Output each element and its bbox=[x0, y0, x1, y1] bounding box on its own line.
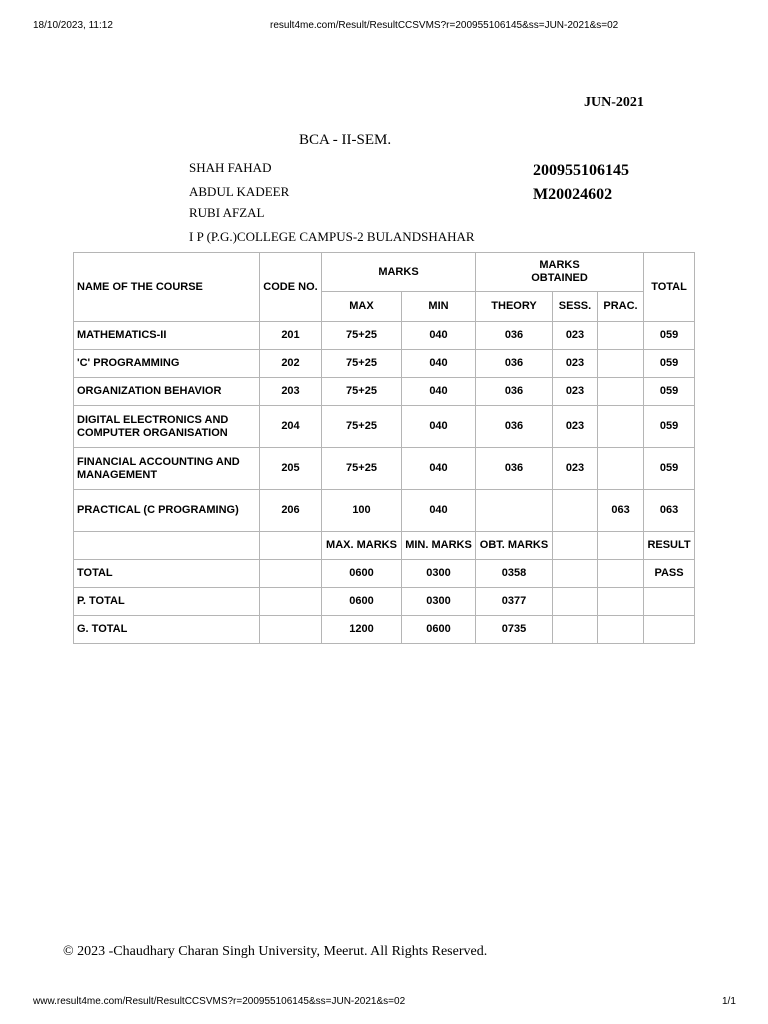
course-code: 202 bbox=[260, 350, 322, 378]
total-marks: 059 bbox=[644, 406, 695, 448]
practical-marks: 063 bbox=[598, 490, 644, 532]
practical-marks bbox=[598, 350, 644, 378]
summary-label: TOTAL bbox=[74, 560, 260, 588]
theory-marks bbox=[476, 490, 553, 532]
summary-max: 0600 bbox=[322, 560, 402, 588]
summary-min: 0300 bbox=[402, 588, 476, 616]
min-marks: 040 bbox=[402, 378, 476, 406]
sessional-marks: 023 bbox=[553, 322, 598, 350]
course-code: 201 bbox=[260, 322, 322, 350]
header-code: CODE NO. bbox=[260, 253, 322, 322]
table-row bbox=[74, 406, 695, 448]
header-marks: MARKS bbox=[322, 253, 476, 292]
enrollment-number: M20024602 bbox=[533, 186, 613, 203]
summary-row bbox=[74, 616, 695, 644]
total-marks: 059 bbox=[644, 448, 695, 490]
summary-row bbox=[74, 588, 695, 616]
course-name: 'C' PROGRAMMING bbox=[74, 350, 260, 378]
summary-min: 0300 bbox=[402, 560, 476, 588]
course-code: 203 bbox=[260, 378, 322, 406]
sessional-marks: 023 bbox=[553, 350, 598, 378]
min-marks: 040 bbox=[402, 448, 476, 490]
summary-header-row bbox=[74, 532, 695, 560]
course-name: MATHEMATICS-II bbox=[74, 322, 260, 350]
table-row bbox=[74, 378, 695, 406]
summary-obt: 0735 bbox=[476, 616, 553, 644]
course-name: FINANCIAL ACCOUNTING AND MANAGEMENT bbox=[74, 448, 260, 490]
total-marks: 059 bbox=[644, 322, 695, 350]
summary-label: G. TOTAL bbox=[74, 616, 260, 644]
course-title: BCA - II-SEM. bbox=[299, 132, 392, 148]
header-max: MAX bbox=[322, 292, 402, 322]
min-marks: 040 bbox=[402, 350, 476, 378]
header-theory: THEORY bbox=[476, 292, 553, 322]
practical-marks bbox=[598, 322, 644, 350]
page-number: 1/1 bbox=[722, 996, 736, 1007]
table-row bbox=[74, 350, 695, 378]
table-row bbox=[74, 490, 695, 532]
header-marks-obtained: MARKS OBTAINED bbox=[476, 253, 644, 292]
summary-max: 1200 bbox=[322, 616, 402, 644]
header-min: MIN bbox=[402, 292, 476, 322]
student-name: SHAH FAHAD bbox=[189, 160, 272, 175]
max-marks: 75+25 bbox=[322, 322, 402, 350]
summary-row bbox=[74, 560, 695, 588]
course-code: 204 bbox=[260, 406, 322, 448]
summary-header-max: MAX. MARKS bbox=[322, 532, 402, 560]
min-marks: 040 bbox=[402, 406, 476, 448]
total-marks: 063 bbox=[644, 490, 695, 532]
summary-result bbox=[644, 588, 695, 616]
table-row bbox=[74, 448, 695, 490]
max-marks: 75+25 bbox=[322, 448, 402, 490]
summary-obt: 0377 bbox=[476, 588, 553, 616]
summary-header-min: MIN. MARKS bbox=[402, 532, 476, 560]
header-total: TOTAL bbox=[644, 253, 695, 322]
header-sess: SESS. bbox=[553, 292, 598, 322]
theory-marks: 036 bbox=[476, 350, 553, 378]
course-name: PRACTICAL (C PROGRAMING) bbox=[74, 490, 260, 532]
summary-max: 0600 bbox=[322, 588, 402, 616]
summary-min: 0600 bbox=[402, 616, 476, 644]
sessional-marks: 023 bbox=[553, 378, 598, 406]
total-marks: 059 bbox=[644, 378, 695, 406]
header-prac: PRAC. bbox=[598, 292, 644, 322]
total-marks: 059 bbox=[644, 350, 695, 378]
marks-table bbox=[73, 252, 695, 644]
max-marks: 75+25 bbox=[322, 406, 402, 448]
course-code: 205 bbox=[260, 448, 322, 490]
sessional-marks: 023 bbox=[553, 448, 598, 490]
sessional-marks: 023 bbox=[553, 406, 598, 448]
summary-result: PASS bbox=[644, 560, 695, 588]
min-marks: 040 bbox=[402, 322, 476, 350]
table-row bbox=[74, 322, 695, 350]
father-name: ABDUL KADEER bbox=[189, 184, 290, 199]
practical-marks bbox=[598, 448, 644, 490]
summary-result bbox=[644, 616, 695, 644]
max-marks: 75+25 bbox=[322, 350, 402, 378]
summary-header-result: RESULT bbox=[644, 532, 695, 560]
course-name: ORGANIZATION BEHAVIOR bbox=[74, 378, 260, 406]
theory-marks: 036 bbox=[476, 322, 553, 350]
mother-name: RUBI AFZAL bbox=[189, 205, 265, 220]
course-name: DIGITAL ELECTRONICS AND COMPUTER ORGANISATION bbox=[74, 406, 260, 448]
max-marks: 75+25 bbox=[322, 378, 402, 406]
theory-marks: 036 bbox=[476, 448, 553, 490]
summary-obt: 0358 bbox=[476, 560, 553, 588]
max-marks: 100 bbox=[322, 490, 402, 532]
sessional-marks bbox=[553, 490, 598, 532]
roll-number: 200955106145 bbox=[533, 162, 629, 179]
theory-marks: 036 bbox=[476, 378, 553, 406]
exam-session: JUN-2021 bbox=[584, 95, 644, 110]
practical-marks bbox=[598, 378, 644, 406]
summary-header-obt: OBT. MARKS bbox=[476, 532, 553, 560]
print-url: result4me.com/Result/ResultCCSVMS?r=200955106145&ss=JUN-2021&s=02 bbox=[270, 20, 619, 31]
print-datetime: 18/10/2023, 11:12 bbox=[33, 20, 113, 31]
theory-marks: 036 bbox=[476, 406, 553, 448]
college-name: I P (P.G.)COLLEGE CAMPUS-2 BULANDSHAHAR bbox=[189, 229, 475, 244]
header-course-name: NAME OF THE COURSE bbox=[74, 253, 260, 322]
summary-label: P. TOTAL bbox=[74, 588, 260, 616]
practical-marks bbox=[598, 406, 644, 448]
min-marks: 040 bbox=[402, 490, 476, 532]
print-footer-url: www.result4me.com/Result/ResultCCSVMS?r=200955106145&ss=JUN-2021&s=02 bbox=[33, 996, 406, 1007]
course-code: 206 bbox=[260, 490, 322, 532]
copyright-notice: © 2023 -Chaudhary Charan Singh University, Meerut. All Rights Reserved. bbox=[63, 944, 488, 959]
